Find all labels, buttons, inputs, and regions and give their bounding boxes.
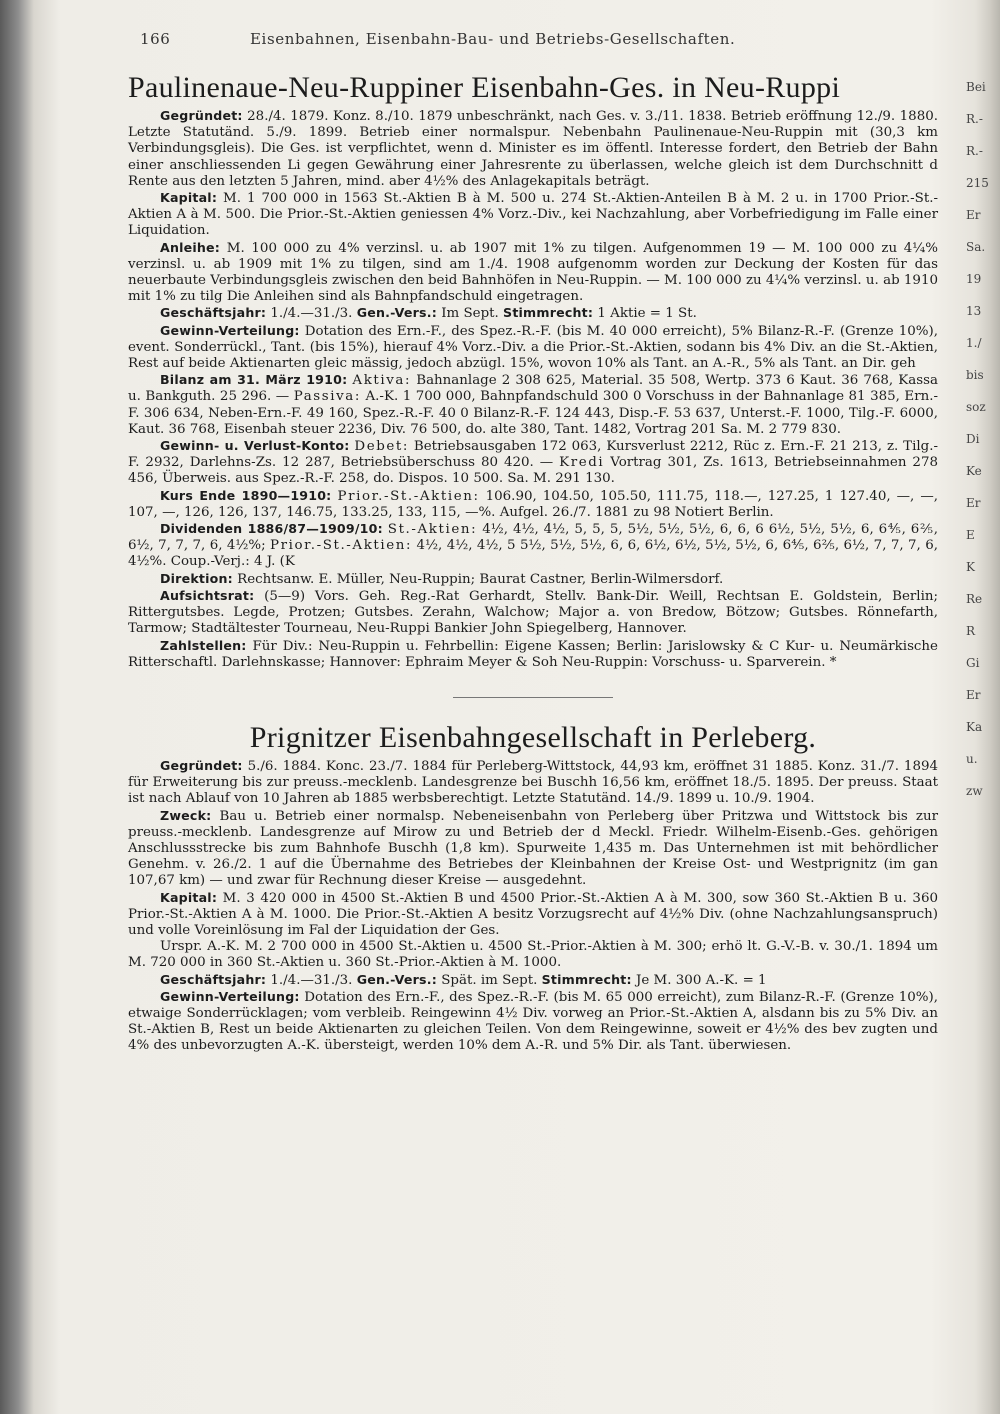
edge-fragment: Ke bbox=[966, 464, 982, 478]
entry-subhead: Prior.-St.-Aktien: bbox=[337, 488, 480, 504]
edge-fragment: R.- bbox=[966, 144, 983, 158]
entry-label: Gewinn-Verteilung: bbox=[160, 322, 300, 338]
entry-label: Stimmrecht: bbox=[503, 305, 594, 321]
entry-label: Direktion: bbox=[160, 570, 233, 586]
entry-text: M. 100 000 zu 4% verzinsl. u. ab 1907 mit 1% zu tilgen. Aufgenommen 19 — M. 100 000 zu 4¼% verzinsl. u. ab 1909 mit 1% zu tilgen, sind am 1./4. 1908 aufgenomm worden zur Deckung der Kosten für das neuerbaute Verbindungsgleis zwischen den beid Bahnhöfen in Neu-Ruppin. — M. 100 000 zu 4¼% verzinsl. u. ab 1910 mit 1% zu tilg Die Anleihen sind als Bahnpfandschuld eingetragen. bbox=[128, 240, 938, 305]
entry-text: Dotation des Ern.-F., des Spez.-R.-F. (bis M. 65 000 erreicht), zum Bilanz-R.-F. (Grenze 10%), etwaige Sonderrücklagen; vom verbleib. Reingewinn 4½ Div. vorweg an Prior.-St.-Aktien A, alsdann bis zu 5% Div. an St.-Aktien B, Rest un beide Aktienarten zu gleichen Teilen. Von dem Reingewinne, soweit er 4½% des bev zugten und 4% des unbevorzugten A.-K. übersteigt, werden 10% dem A.-R. und 5% Dir. als Tant. überwiesen. bbox=[128, 989, 938, 1054]
edge-fragment: zw bbox=[966, 784, 983, 798]
entry-text: A.-K. 1 700 000, Bahnpfandschuld 300 0 Vorschuss in der Bahnanlage 81 385, Ern.-F. 306 634, Neben-Ern.-F. 49 160, Spez.-R.-F. 40 0 Bilanz-R.-F. 124 443, Disp.-F. 53 637, Unterst.-F. 1000, Tilg.-F. 6000, Kaut. 36 768, Eisenbah steuer 2236, Div. 76 500, do. alte 380, Tant. 1482, Vortrag 201 Sa. M. 2 779 830. bbox=[128, 389, 938, 437]
entry-geschaeftsjahr bbox=[128, 305, 938, 322]
entry-text: Bahnanlage 2 308 625, Material. 35 508, Wertp. 373 6 Kaut. 36 768, Kassa u. Bankguth. 25 296. — bbox=[128, 373, 938, 405]
entry-text: Dotation des Ern.-F., des Spez.-R.-F. (bis M. 40 000 erreicht), 5% Bilanz-R.-F. (Grenze 10%), event. Sonderrückl., Tant. (bis 15%), hierauf 4% Vorz.-Div. a die Prior.-St.-Aktien, sodann bis 4% Div. an die St.-Aktien, Rest auf beide Aktienarten gleic mässig, jedoch abzügl. 15%, wovon 10% als Tant. an A.-R., 5% als Tant. an Dir. geh bbox=[128, 323, 938, 372]
entry-gegruendet bbox=[128, 758, 938, 808]
entry-text: Je M. 300 A.-K. = 1 bbox=[631, 972, 767, 988]
edge-fragment: 13 bbox=[966, 304, 982, 318]
entry-label: Zweck: bbox=[160, 807, 212, 823]
entry-subhead: St.-Aktien: bbox=[387, 522, 478, 538]
entry-gegruendet bbox=[128, 108, 938, 190]
entry-label: Bilanz am 31. März 1910: bbox=[160, 372, 348, 388]
edge-fragment: K bbox=[966, 560, 975, 574]
facing-page-edge bbox=[966, 80, 1000, 1280]
entry-bilanz bbox=[128, 372, 938, 438]
entry-text: 1 Aktie = 1 St. bbox=[593, 306, 697, 322]
entry-label: Gen.-Vers.: bbox=[356, 305, 437, 321]
edge-fragment: R bbox=[966, 624, 976, 638]
entry-text: Im Sept. bbox=[436, 306, 504, 322]
edge-fragment: Er bbox=[966, 496, 981, 510]
entry-text: 5./6. 1884. Konc. 23./7. 1884 für Perleberg-Wittstock, 44,93 km, eröffnet 31 1885. Konz. 31./7. 1894 für Erweiterung bis zur preuss.-mecklenb. Landesgrenze bei Buschh 16,56 km, eröffnet 18./5. 1895. Der preuss. Staat ist nach Ablauf von 10 Jahren ab 1885 werbsberechtigt. Letzte Statutänd. 14./9. 1899 u. 10./9. 1904. bbox=[128, 758, 938, 807]
section-divider bbox=[453, 697, 613, 698]
entry-geschaeftsjahr bbox=[128, 972, 938, 989]
edge-fragment: Bei bbox=[966, 80, 986, 94]
entry-label: Aufsichtsrat: bbox=[160, 587, 255, 603]
entry-text: Spät. im Sept. bbox=[436, 972, 542, 988]
entry-text: Vortrag 301, Zs. 1613, Betriebseinnahmen 278 456, Überweis. aus Spez.-R.-F. 258, do. Dispos. 10 500. Sa. M. 291 130. bbox=[128, 455, 938, 487]
entry-zahlstellen bbox=[128, 638, 938, 671]
entry-text: M. 3 420 000 in 4500 St.-Aktien B und 4500 Prior.-St.-Aktien A à M. 300, sow 360 St.-Aktien B u. 360 Prior.-St.-Aktien A à M. 1000. Die Prior.-St.-Aktien A besitz Vorzugsrecht auf 4½% Div. (ohne Nachzahlungsanspruch) und volle Voreinlösung im Fal der Liquidation der Ges. bbox=[128, 890, 938, 938]
entry-label: Dividenden 1886/87—1909/10: bbox=[160, 521, 383, 537]
entry-text: Betriebsausgaben 172 063, Kursverlust 2212, Rüc z. Ern.-F. 21 213, z. Tilg.-F. 2932, Darlehns-Zs. 12 287, Betriebsüberschuss 80 420. — bbox=[128, 439, 938, 471]
entry-subhead: Passiva: bbox=[293, 389, 361, 405]
entry-kapital bbox=[128, 890, 938, 940]
entry-gewinn-verteilung bbox=[128, 323, 938, 373]
entry-gewinn-verteilung bbox=[128, 989, 938, 1055]
entry-text: 4½, 4½, 4½, 5, 5, 5, 5½, 5½, 5½, 6, 6, 6 6½, 5½, 5½, 6, 6⅘, 6⅖, 6½, 7, 7, 7, 6, 4½%; bbox=[128, 522, 938, 554]
entry-aufsichtsrat bbox=[128, 588, 938, 638]
edge-fragment: Ka bbox=[966, 720, 983, 734]
entry-label: Anleihe: bbox=[160, 239, 221, 255]
entry-text: 106.90, 104.50, 105.50, 111.75, 118.—, 127.25, 1 127.40, —, —, 107, —, 126, 126, 137, 146.75, 133.25, 133, 115, —%. Aufgel. 26./7. 1881 zu 98 Notiert Berlin. bbox=[128, 488, 938, 520]
entry-text: Bau u. Betrieb einer normalsp. Nebeneisenbahn von Perleberg über Pritzwa und Wittstock bis zur preuss.-mecklenb. Landesgrenze auf Mirow zu und Betrieb der d Meckl. Friedr. Wilhelm-Eisenb.-Ges. gehörigen Anschlussstrecke bis zum Bahnhofe Buschh (1,8 km). Spurweite 1,435 m. Das Unternehmen ist mit behördlicher Genehm. v. 26./2. 1 auf die Übernahme des Betriebes der Kleinbahnen der Kreise Ost- und Westprignitz (im gan 107,67 km) — und zwar für Rechnung dieser Kreise — ausgedehnt. bbox=[128, 808, 938, 889]
entry-subhead: Debet: bbox=[354, 439, 410, 455]
page-content bbox=[128, 70, 938, 1055]
entry-label: Gewinn- u. Verlust-Konto: bbox=[160, 438, 350, 454]
entry-label: Gegründet: bbox=[160, 108, 243, 123]
entry-text: 1./4.—31./3. bbox=[266, 306, 357, 322]
edge-fragment: soz bbox=[966, 400, 986, 414]
entry-subhead: Kredi bbox=[559, 455, 605, 471]
entry-text: 28./4. 1879. Konz. 8./10. 1879 unbeschränkt, nach Ges. v. 3./11. 1838. Betrieb eröffnung 12./9. 1880. Letzte Statutänd. 5./9. 1899. Betrieb einer normalspur. Nebenbahn Paulinenaue-Neu-Ruppin mit (30,3 km Verbindungsgleis). Die Ges. ist verpflichtet, wenn d. Minister es im öffentl. Interesse fordert, den Betrieb der Bahn einer anschliessenden Li gegen Gewährung einer Jahresrente zu überlassen, welche gleich ist dem Durchschnitt d Rente aus den letzten 5 Jahren, mind. aber 4½% des Anlagekapitals beträgt. bbox=[128, 109, 938, 189]
entry-label: Geschäftsjahr: bbox=[160, 305, 267, 321]
running-head bbox=[140, 30, 940, 48]
entry-dividenden bbox=[128, 521, 938, 571]
section-title-paulinenaue: Paulinenaue-Neu-Ruppiner Eisenbahn-Ges. in Neu-Ruppi bbox=[128, 71, 841, 104]
entry-text: Urspr. A.-K. M. 2 700 000 in 4500 St.-Aktien u. 4500 St.-Prior.-Aktien à M. 300; erhö lt. G.-V.-B. v. 30./1. 1894 um M. 720 000 in 360 St.-Aktien u. 360 St.-Prior.-Aktien à M. 1000. bbox=[128, 939, 938, 971]
entry-label: Kapital: bbox=[160, 190, 218, 206]
edge-fragment: Gi bbox=[966, 656, 980, 670]
entry-text: M. 1 700 000 in 1563 St.-Aktien B à M. 500 u. 274 St.-Aktien-Anteilen B à M. 2 u. in 1700 Prior.-St.-Aktien A à M. 500. Die Prior.-St.-Aktien geniessen 4% Vorz.-Div., kei Nachzahlung, aber Vorbefriedigung im Falle einer Liquidation. bbox=[128, 191, 938, 239]
entry-urspr-ak bbox=[128, 939, 938, 971]
entry-label: Stimmrecht: bbox=[541, 971, 632, 987]
entry-text: (5—9) Vors. Geh. Reg.-Rat Gerhardt, Stellv. Bank-Dir. Weill, Rechtsan E. Goldstein, Berlin; Rittergutsbes. Legde, Protzen; Gutsbes. Zerahn, Walchow; Major a. von Bredow, Bötzow; Gutsbes. Rönnefarth, Tarmow; Stadtältester Tourneau, Neu-Ruppi Bankier John Spiegelberg, Hannover. bbox=[128, 588, 938, 637]
edge-fragment: 1./ bbox=[966, 336, 982, 350]
edge-fragment: 19 bbox=[966, 272, 982, 286]
entry-label: Kurs Ende 1890—1910: bbox=[160, 487, 332, 503]
edge-fragment: bis bbox=[966, 368, 984, 382]
entry-label: Geschäftsjahr: bbox=[160, 971, 267, 987]
entry-anleihe bbox=[128, 240, 938, 306]
entry-label: Kapital: bbox=[160, 889, 218, 905]
entry-subhead: Aktiva: bbox=[352, 373, 412, 389]
page-number: 166 bbox=[140, 30, 171, 48]
entry-label: Gen.-Vers.: bbox=[356, 971, 437, 987]
entry-label: Gegründet: bbox=[160, 757, 243, 773]
edge-fragment: E bbox=[966, 528, 975, 542]
edge-fragment: Re bbox=[966, 592, 983, 606]
entry-direktion bbox=[128, 571, 938, 588]
edge-fragment: R.- bbox=[966, 112, 983, 126]
edge-fragment: 215 bbox=[966, 176, 989, 190]
entry-text: Rechtsanw. E. Müller, Neu-Ruppin; Baurat Castner, Berlin-Wilmersdorf. bbox=[232, 571, 724, 587]
entry-text: 4½, 4½, 4½, 5 5½, 5½, 5½, 6, 6, 6½, 6½, 5½, 5½, 6, 6⅘, 6⅖, 6½, 7, 7, 7, 6, 4½%. Coup.-Verj.: 4 J. (K bbox=[128, 538, 938, 570]
running-title: Eisenbahnen, Eisenbahn-Bau- und Betriebs-Gesellschaften. bbox=[250, 30, 736, 48]
entry-kapital bbox=[128, 190, 938, 240]
entry-text: 1./4.—31./3. bbox=[266, 972, 357, 988]
edge-fragment: Sa. bbox=[966, 240, 986, 254]
entry-gewinn-verlust-konto bbox=[128, 438, 938, 488]
entry-label: Gewinn-Verteilung: bbox=[160, 988, 300, 1004]
entry-subhead: Prior.-St.-Aktien: bbox=[270, 538, 413, 554]
entry-text: Für Div.: Neu-Ruppin u. Fehrbellin: Eigene Kassen; Berlin: Jarislowsky & C Kur- u. Neumärkische Ritterschaftl. Darlehnskasse; Hannover: Ephraim Meyer & Soh Neu-Ruppin: Vorschuss- u. Sparverein. * bbox=[128, 638, 938, 670]
edge-fragment: u. bbox=[966, 752, 978, 766]
section-title-prignitzer: Prignitzer Eisenbahngesellschaft in Perleberg. bbox=[249, 720, 817, 754]
entry-label: Zahlstellen: bbox=[160, 637, 247, 653]
edge-fragment: Er bbox=[966, 208, 981, 222]
entry-zweck bbox=[128, 808, 938, 890]
edge-fragment: Er bbox=[966, 688, 981, 702]
entry-kurs bbox=[128, 488, 938, 521]
edge-fragment: Di bbox=[966, 432, 980, 446]
